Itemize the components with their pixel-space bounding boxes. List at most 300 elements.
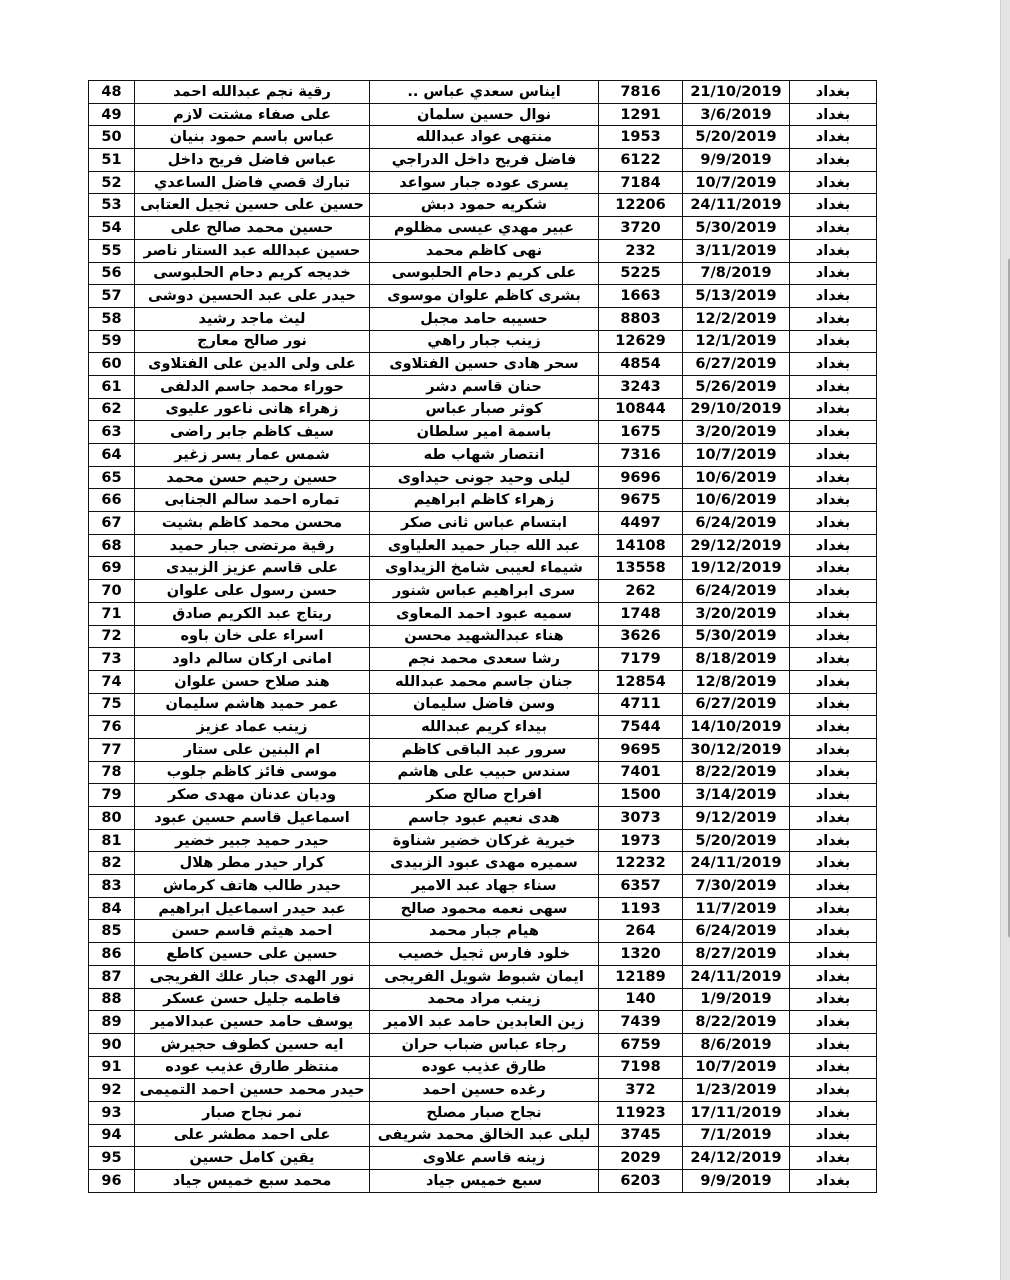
recipient-name-cell: احمد هيثم قاسم حسن	[135, 920, 370, 943]
city-cell: بغداد	[790, 194, 877, 217]
id-number-cell: 12854	[599, 670, 683, 693]
table-row	[89, 988, 877, 1011]
city-cell: بغداد	[790, 466, 877, 489]
name-cell: افراح صالح صكر	[370, 784, 599, 807]
row-number-cell: 76	[89, 716, 135, 739]
table-row	[89, 580, 877, 603]
table-row	[89, 875, 877, 898]
row-number-cell: 69	[89, 557, 135, 580]
viewer-edge	[1000, 0, 1010, 1280]
name-cell: بيداء كريم عبدالله	[370, 716, 599, 739]
date-cell: 14/10/2019	[683, 716, 790, 739]
table-row	[89, 512, 877, 535]
date-cell: 5/26/2019	[683, 375, 790, 398]
city-cell: بغداد	[790, 285, 877, 308]
recipient-name-cell: عباس باسم حمود بنيان	[135, 126, 370, 149]
table-row	[89, 81, 877, 104]
date-cell: 10/6/2019	[683, 489, 790, 512]
name-cell: ليلى وحيد جونى حيداوى	[370, 466, 599, 489]
name-cell: زينب مراد محمد	[370, 988, 599, 1011]
name-cell: حسيبه حامد مجبل	[370, 307, 599, 330]
name-cell: شيماء لعيبى شامخ الزيداوى	[370, 557, 599, 580]
name-cell: رجاء عباس ضباب حران	[370, 1033, 599, 1056]
city-cell: بغداد	[790, 262, 877, 285]
table-row	[89, 353, 877, 376]
row-number-cell: 67	[89, 512, 135, 535]
recipient-name-cell: حيدر طالب هاتف كرماش	[135, 875, 370, 898]
recipient-name-cell: موسى فائز كاظم جلوب	[135, 761, 370, 784]
recipient-name-cell: وديان عدنان مهدى صكر	[135, 784, 370, 807]
id-number-cell: 14108	[599, 534, 683, 557]
table-row	[89, 330, 877, 353]
row-number-cell: 87	[89, 965, 135, 988]
id-number-cell: 7544	[599, 716, 683, 739]
recipient-name-cell: ايه حسين كطوف حجيرش	[135, 1033, 370, 1056]
recipient-name-cell: اسراء على خان باوه	[135, 625, 370, 648]
city-cell: بغداد	[790, 489, 877, 512]
row-number-cell: 81	[89, 829, 135, 852]
city-cell: بغداد	[790, 421, 877, 444]
name-cell: سناء جهاد عبد الامير	[370, 875, 599, 898]
city-cell: بغداد	[790, 648, 877, 671]
date-cell: 6/27/2019	[683, 353, 790, 376]
city-cell: بغداد	[790, 1147, 877, 1170]
name-cell: سبع خميس جياد	[370, 1170, 599, 1193]
row-number-cell: 75	[89, 693, 135, 716]
name-cell: خلود فارس ثجيل خصيب	[370, 943, 599, 966]
row-number-cell: 66	[89, 489, 135, 512]
row-number-cell: 95	[89, 1147, 135, 1170]
table-row	[89, 421, 877, 444]
row-number-cell: 56	[89, 262, 135, 285]
city-cell: بغداد	[790, 353, 877, 376]
table-row	[89, 194, 877, 217]
date-cell: 5/20/2019	[683, 126, 790, 149]
row-number-cell: 70	[89, 580, 135, 603]
recipient-name-cell: على احمد مطشر على	[135, 1124, 370, 1147]
recipient-name-cell: حسين على حسين ثجيل العتابى	[135, 194, 370, 217]
recipient-name-cell: فاطمه جليل حسن عسكر	[135, 988, 370, 1011]
row-number-cell: 89	[89, 1011, 135, 1034]
recipient-name-cell: زهراء هانى ناعور عليوى	[135, 398, 370, 421]
date-cell: 3/20/2019	[683, 421, 790, 444]
table-row	[89, 1170, 877, 1193]
recipient-name-cell: حيدر على عبد الحسين دوشى	[135, 285, 370, 308]
city-cell: بغداد	[790, 670, 877, 693]
id-number-cell: 7439	[599, 1011, 683, 1034]
row-number-cell: 91	[89, 1056, 135, 1079]
table-row	[89, 784, 877, 807]
records-table	[88, 80, 877, 1193]
name-cell: وسن فاضل سليمان	[370, 693, 599, 716]
city-cell: بغداد	[790, 988, 877, 1011]
name-cell: طارق عذيب عوده	[370, 1056, 599, 1079]
table-row	[89, 557, 877, 580]
id-number-cell: 12232	[599, 852, 683, 875]
name-cell: خيرية غركان خضير شناوة	[370, 829, 599, 852]
recipient-name-cell: خديجه كريم دحام الحلبوسى	[135, 262, 370, 285]
city-cell: بغداد	[790, 716, 877, 739]
city-cell: بغداد	[790, 1170, 877, 1193]
id-number-cell: 9675	[599, 489, 683, 512]
name-cell: عبد الله جبار حميد العلياوى	[370, 534, 599, 557]
name-cell: انتصار شهاب طه	[370, 444, 599, 467]
table-row	[89, 307, 877, 330]
table-row	[89, 262, 877, 285]
city-cell: بغداد	[790, 738, 877, 761]
id-number-cell: 4711	[599, 693, 683, 716]
row-number-cell: 88	[89, 988, 135, 1011]
id-number-cell: 4497	[599, 512, 683, 535]
recipient-name-cell: شمس عمار يسر زغير	[135, 444, 370, 467]
date-cell: 3/6/2019	[683, 103, 790, 126]
date-cell: 6/27/2019	[683, 693, 790, 716]
row-number-cell: 59	[89, 330, 135, 353]
table-row	[89, 1147, 877, 1170]
table-row	[89, 285, 877, 308]
row-number-cell: 93	[89, 1101, 135, 1124]
city-cell: بغداد	[790, 557, 877, 580]
date-cell: 7/30/2019	[683, 875, 790, 898]
date-cell: 29/12/2019	[683, 534, 790, 557]
date-cell: 19/12/2019	[683, 557, 790, 580]
recipient-name-cell: يوسف حامد حسين عبدالامير	[135, 1011, 370, 1034]
recipient-name-cell: حسين عبدالله عبد الستار ناصر	[135, 239, 370, 262]
recipient-name-cell: نور صالح معارج	[135, 330, 370, 353]
recipient-name-cell: حوراء محمد جاسم الدلفى	[135, 375, 370, 398]
name-cell: ابتسام عباس ثانى صكر	[370, 512, 599, 535]
city-cell: بغداد	[790, 375, 877, 398]
id-number-cell: 12206	[599, 194, 683, 217]
city-cell: بغداد	[790, 171, 877, 194]
city-cell: بغداد	[790, 897, 877, 920]
row-number-cell: 90	[89, 1033, 135, 1056]
row-number-cell: 52	[89, 171, 135, 194]
row-number-cell: 55	[89, 239, 135, 262]
table-row	[89, 897, 877, 920]
id-number-cell: 6357	[599, 875, 683, 898]
id-number-cell: 9695	[599, 738, 683, 761]
date-cell: 24/12/2019	[683, 1147, 790, 1170]
name-cell: زين العابدين حامد عبد الامير	[370, 1011, 599, 1034]
id-number-cell: 1193	[599, 897, 683, 920]
table-row	[89, 126, 877, 149]
city-cell: بغداد	[790, 784, 877, 807]
id-number-cell: 1953	[599, 126, 683, 149]
city-cell: بغداد	[790, 81, 877, 104]
id-number-cell: 12629	[599, 330, 683, 353]
recipient-name-cell: نمر نجاح صبار	[135, 1101, 370, 1124]
table-row	[89, 1033, 877, 1056]
name-cell: حنان قاسم دشر	[370, 375, 599, 398]
row-number-cell: 48	[89, 81, 135, 104]
date-cell: 6/24/2019	[683, 512, 790, 535]
id-number-cell: 12189	[599, 965, 683, 988]
id-number-cell: 6203	[599, 1170, 683, 1193]
recipient-name-cell: حيدر محمد حسين احمد التميمى	[135, 1079, 370, 1102]
row-number-cell: 92	[89, 1079, 135, 1102]
name-cell: سرور عبد الباقى كاظم	[370, 738, 599, 761]
id-number-cell: 7816	[599, 81, 683, 104]
city-cell: بغداد	[790, 534, 877, 557]
table-row	[89, 1124, 877, 1147]
city-cell: بغداد	[790, 693, 877, 716]
name-cell: كوثر صبار عباس	[370, 398, 599, 421]
city-cell: بغداد	[790, 875, 877, 898]
table-row	[89, 738, 877, 761]
recipient-name-cell: كرار حيدر مطر هلال	[135, 852, 370, 875]
date-cell: 7/8/2019	[683, 262, 790, 285]
row-number-cell: 82	[89, 852, 135, 875]
id-number-cell: 6122	[599, 149, 683, 172]
date-cell: 5/30/2019	[683, 217, 790, 240]
id-number-cell: 372	[599, 1079, 683, 1102]
row-number-cell: 60	[89, 353, 135, 376]
recipient-name-cell: عباس فاضل فريح داخل	[135, 149, 370, 172]
table-row	[89, 375, 877, 398]
table-row	[89, 1056, 877, 1079]
name-cell: عبير مهدي عيسى مظلوم	[370, 217, 599, 240]
city-cell: بغداد	[790, 602, 877, 625]
row-number-cell: 73	[89, 648, 135, 671]
recipient-name-cell: نور الهدى جبار علك الفريجى	[135, 965, 370, 988]
id-number-cell: 264	[599, 920, 683, 943]
row-number-cell: 49	[89, 103, 135, 126]
id-number-cell: 4854	[599, 353, 683, 376]
recipient-name-cell: عمر حميد هاشم سليمان	[135, 693, 370, 716]
date-cell: 1/23/2019	[683, 1079, 790, 1102]
city-cell: بغداد	[790, 217, 877, 240]
name-cell: هدى نعيم عبود جاسم	[370, 807, 599, 830]
table-row	[89, 1079, 877, 1102]
recipient-name-cell: عبد حيدر اسماعيل ابراهيم	[135, 897, 370, 920]
date-cell: 3/11/2019	[683, 239, 790, 262]
name-cell: نوال حسين سلمان	[370, 103, 599, 126]
id-number-cell: 7184	[599, 171, 683, 194]
name-cell: هناء عبدالشهيد محسن	[370, 625, 599, 648]
date-cell: 7/1/2019	[683, 1124, 790, 1147]
recipient-name-cell: رقية نجم عبدالله احمد	[135, 81, 370, 104]
recipient-name-cell: ريتاج عبد الكريم صادق	[135, 602, 370, 625]
name-cell: ايناس سعدي عباس ..	[370, 81, 599, 104]
date-cell: 10/6/2019	[683, 466, 790, 489]
row-number-cell: 94	[89, 1124, 135, 1147]
row-number-cell: 74	[89, 670, 135, 693]
row-number-cell: 54	[89, 217, 135, 240]
name-cell: سهى نعمه محمود صالح	[370, 897, 599, 920]
recipient-name-cell: تبارك قصي فاضل الساعدي	[135, 171, 370, 194]
city-cell: بغداد	[790, 512, 877, 535]
table-row	[89, 444, 877, 467]
row-number-cell: 86	[89, 943, 135, 966]
table-row	[89, 807, 877, 830]
row-number-cell: 79	[89, 784, 135, 807]
name-cell: زهراء كاظم ابراهيم	[370, 489, 599, 512]
id-number-cell: 2029	[599, 1147, 683, 1170]
date-cell: 10/7/2019	[683, 444, 790, 467]
name-cell: منتهى عواد عبدالله	[370, 126, 599, 149]
city-cell: بغداد	[790, 1011, 877, 1034]
city-cell: بغداد	[790, 239, 877, 262]
id-number-cell: 7198	[599, 1056, 683, 1079]
city-cell: بغداد	[790, 330, 877, 353]
table-row	[89, 852, 877, 875]
recipient-name-cell: على صفاء مشتت لازم	[135, 103, 370, 126]
row-number-cell: 57	[89, 285, 135, 308]
row-number-cell: 50	[89, 126, 135, 149]
date-cell: 30/12/2019	[683, 738, 790, 761]
records-table-body	[89, 81, 877, 1193]
row-number-cell: 63	[89, 421, 135, 444]
row-number-cell: 83	[89, 875, 135, 898]
city-cell: بغداد	[790, 943, 877, 966]
city-cell: بغداد	[790, 807, 877, 830]
table-row	[89, 217, 877, 240]
name-cell: زينب جبار راهي	[370, 330, 599, 353]
name-cell: يسرى عوده جبار سواعد	[370, 171, 599, 194]
date-cell: 9/9/2019	[683, 1170, 790, 1193]
date-cell: 8/6/2019	[683, 1033, 790, 1056]
row-number-cell: 61	[89, 375, 135, 398]
table-row	[89, 1011, 877, 1034]
table-row	[89, 829, 877, 852]
id-number-cell: 7316	[599, 444, 683, 467]
id-number-cell: 11923	[599, 1101, 683, 1124]
date-cell: 6/24/2019	[683, 580, 790, 603]
name-cell: سميه عبود احمد المعاوى	[370, 602, 599, 625]
date-cell: 24/11/2019	[683, 194, 790, 217]
id-number-cell: 1748	[599, 602, 683, 625]
id-number-cell: 1663	[599, 285, 683, 308]
city-cell: بغداد	[790, 761, 877, 784]
city-cell: بغداد	[790, 444, 877, 467]
recipient-name-cell: ام البنين على ستار	[135, 738, 370, 761]
id-number-cell: 8803	[599, 307, 683, 330]
date-cell: 6/24/2019	[683, 920, 790, 943]
recipient-name-cell: حسين على حسين كاطع	[135, 943, 370, 966]
row-number-cell: 77	[89, 738, 135, 761]
id-number-cell: 262	[599, 580, 683, 603]
id-number-cell: 5225	[599, 262, 683, 285]
row-number-cell: 84	[89, 897, 135, 920]
row-number-cell: 62	[89, 398, 135, 421]
id-number-cell: 1973	[599, 829, 683, 852]
row-number-cell: 71	[89, 602, 135, 625]
id-number-cell: 232	[599, 239, 683, 262]
id-number-cell: 1291	[599, 103, 683, 126]
name-cell: هيام جبار محمد	[370, 920, 599, 943]
row-number-cell: 78	[89, 761, 135, 784]
name-cell: ايمان شبوط شويل الفريجى	[370, 965, 599, 988]
row-number-cell: 51	[89, 149, 135, 172]
date-cell: 17/11/2019	[683, 1101, 790, 1124]
city-cell: بغداد	[790, 398, 877, 421]
id-number-cell: 3626	[599, 625, 683, 648]
city-cell: بغداد	[790, 965, 877, 988]
recipient-name-cell: رقية مرتضى جبار حميد	[135, 534, 370, 557]
table-row	[89, 625, 877, 648]
id-number-cell: 7401	[599, 761, 683, 784]
table-row	[89, 943, 877, 966]
name-cell: على كريم دحام الحلبوسى	[370, 262, 599, 285]
city-cell: بغداد	[790, 149, 877, 172]
date-cell: 8/22/2019	[683, 1011, 790, 1034]
city-cell: بغداد	[790, 625, 877, 648]
city-cell: بغداد	[790, 1101, 877, 1124]
id-number-cell: 13558	[599, 557, 683, 580]
name-cell: رغده حسين احمد	[370, 1079, 599, 1102]
date-cell: 9/12/2019	[683, 807, 790, 830]
date-cell: 12/2/2019	[683, 307, 790, 330]
table-row	[89, 693, 877, 716]
table-row	[89, 239, 877, 262]
recipient-name-cell: حيدر حميد جبير خضير	[135, 829, 370, 852]
recipient-name-cell: يقين كامل حسين	[135, 1147, 370, 1170]
id-number-cell: 1675	[599, 421, 683, 444]
city-cell: بغداد	[790, 580, 877, 603]
city-cell: بغداد	[790, 1056, 877, 1079]
date-cell: 21/10/2019	[683, 81, 790, 104]
name-cell: سميره مهدى عبود الزبيدى	[370, 852, 599, 875]
id-number-cell: 10844	[599, 398, 683, 421]
name-cell: رشا سعدى محمد نجم	[370, 648, 599, 671]
table-row	[89, 602, 877, 625]
date-cell: 5/20/2019	[683, 829, 790, 852]
recipient-name-cell: محمد سبع خميس جياد	[135, 1170, 370, 1193]
date-cell: 24/11/2019	[683, 852, 790, 875]
row-number-cell: 58	[89, 307, 135, 330]
name-cell: ليلى عبد الخالق محمد شريفى	[370, 1124, 599, 1147]
recipient-name-cell: زينب عماد عزيز	[135, 716, 370, 739]
row-number-cell: 72	[89, 625, 135, 648]
recipient-name-cell: حسين محمد صالح على	[135, 217, 370, 240]
table-row	[89, 398, 877, 421]
table-row	[89, 534, 877, 557]
name-cell: سندس حبيب على هاشم	[370, 761, 599, 784]
name-cell: نجاح صبار مصلح	[370, 1101, 599, 1124]
date-cell: 5/13/2019	[683, 285, 790, 308]
table-row	[89, 1101, 877, 1124]
id-number-cell: 1320	[599, 943, 683, 966]
date-cell: 8/27/2019	[683, 943, 790, 966]
table-row	[89, 171, 877, 194]
row-number-cell: 85	[89, 920, 135, 943]
recipient-name-cell: حسين رحيم حسن محمد	[135, 466, 370, 489]
date-cell: 9/9/2019	[683, 149, 790, 172]
city-cell: بغداد	[790, 126, 877, 149]
row-number-cell: 80	[89, 807, 135, 830]
date-cell: 12/8/2019	[683, 670, 790, 693]
table-row	[89, 103, 877, 126]
date-cell: 24/11/2019	[683, 965, 790, 988]
date-cell: 10/7/2019	[683, 171, 790, 194]
id-number-cell: 7179	[599, 648, 683, 671]
table-row	[89, 489, 877, 512]
table-row	[89, 149, 877, 172]
recipient-name-cell: على ولى الدين على الفتلاوى	[135, 353, 370, 376]
date-cell: 3/20/2019	[683, 602, 790, 625]
city-cell: بغداد	[790, 103, 877, 126]
date-cell: 8/18/2019	[683, 648, 790, 671]
table-row	[89, 761, 877, 784]
name-cell: نهى كاظم محمد	[370, 239, 599, 262]
table-row	[89, 920, 877, 943]
recipient-name-cell: حسن رسول على علوان	[135, 580, 370, 603]
id-number-cell: 3720	[599, 217, 683, 240]
date-cell: 5/30/2019	[683, 625, 790, 648]
id-number-cell: 9696	[599, 466, 683, 489]
id-number-cell: 3073	[599, 807, 683, 830]
